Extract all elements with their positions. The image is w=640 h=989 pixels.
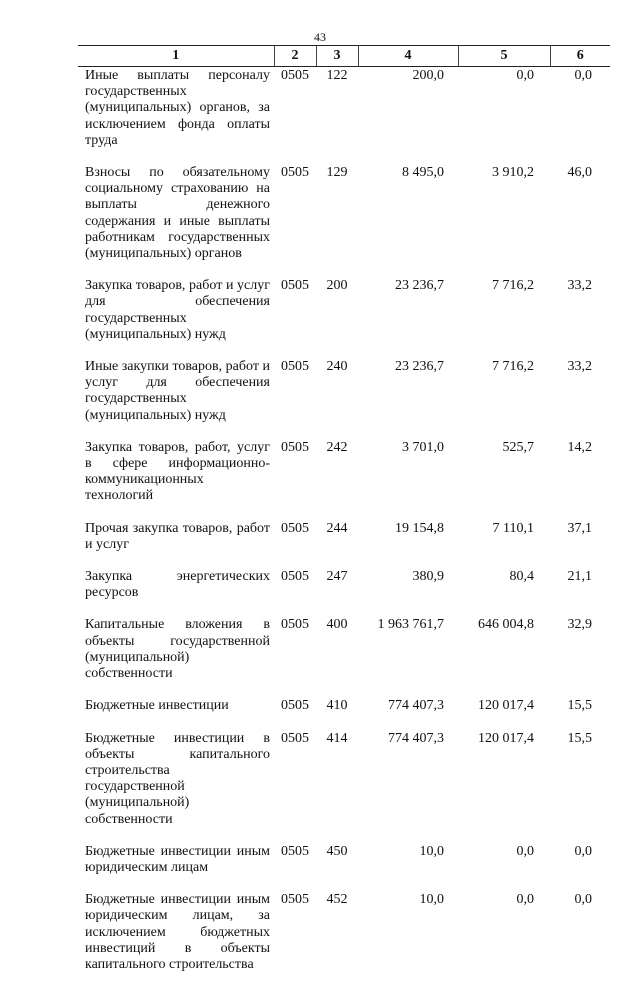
expense-type-cell: 122 [326,68,348,83]
row-name-cell: Прочая закупка товаров, работ и услуг [85,520,270,552]
row-name-cell: Бюджетные инвестиции иным юридическим лицам, за исключением бюджетных инвестиций в объекты капитального строительства [85,892,270,972]
planned-amount-cell: 200,0 [412,68,444,83]
actual-amount-cell: 525,7 [502,439,534,455]
section-code-cell: 0505 [281,520,309,536]
section-code-cell: 0505 [281,439,309,455]
expense-type-cell: 240 [326,359,348,375]
page-number: 43 [314,30,326,44]
section-code-cell: 0505 [281,698,309,714]
actual-amount-cell: 120 017,4 [478,698,534,714]
row-name-cell: Иные закупки товаров, работ и услуг для обеспечения государственных (муниципальных) нужд [85,359,270,423]
section-code-cell: 0505 [281,843,309,859]
row-name-cell: Закупка товаров, работ, услуг в сфере информационно-коммуникационных технологий [85,439,270,504]
section-code-cell: 0505 [281,892,309,908]
row-name-cell: Бюджетные инвестиции в объекты капитального строительства государственной (муниципальной) собственности [85,730,270,827]
table-row [78,521,610,569]
planned-amount-cell: 23 236,7 [395,278,444,294]
expense-type-cell: 400 [326,617,348,633]
expense-type-cell: 129 [326,165,348,181]
percent-cell: 46,0 [567,165,592,181]
planned-amount-cell: 774 407,3 [388,698,444,714]
percent-cell: 33,2 [567,278,592,294]
percent-cell: 15,5 [567,698,592,714]
planned-amount-cell: 8 495,0 [402,165,444,181]
row-name-cell: Капитальные вложения в объекты государственной (муниципальной) собственности [85,617,270,682]
actual-amount-cell: 3 910,2 [492,165,534,181]
expense-type-cell: 244 [326,520,348,536]
percent-cell: 15,5 [567,730,592,746]
actual-amount-cell: 646 004,8 [478,617,534,633]
section-code-cell: 0505 [281,617,309,633]
section-code-cell: 0505 [281,359,309,375]
actual-amount-cell: 0,0 [516,68,534,83]
table-row [78,278,610,359]
actual-amount-cell: 80,4 [509,569,534,585]
column-header: 1 [78,46,274,67]
section-code-cell: 0505 [281,569,309,585]
percent-cell: 0,0 [574,68,592,83]
row-name-cell: Иные выплаты персоналу государственных (муниципальных) органов, за исключением фонда оплаты труда [85,68,270,148]
planned-amount-cell: 10,0 [419,892,444,908]
expense-type-cell: 200 [326,278,348,294]
expense-type-cell: 410 [326,698,348,714]
row-name-cell: Закупка товаров, работ и услуг для обеспечения государственных (муниципальных) нужд [85,278,270,342]
expense-type-cell: 242 [326,439,348,455]
actual-amount-cell: 0,0 [516,892,534,908]
column-header: 6 [550,46,610,67]
percent-cell: 0,0 [574,892,592,908]
table-row [78,844,610,892]
percent-cell: 0,0 [574,843,592,859]
section-code-cell: 0505 [281,278,309,294]
planned-amount-cell: 23 236,7 [395,359,444,375]
percent-cell: 37,1 [567,520,592,536]
percent-cell: 32,9 [567,617,592,633]
expense-type-cell: 247 [326,569,348,585]
table-row [78,440,610,521]
section-code-cell: 0505 [281,165,309,181]
row-name-cell: Закупка энергетических ресурсов [85,569,270,601]
table-row [78,165,610,278]
expense-type-cell: 414 [326,730,348,746]
table-row [78,698,610,730]
column-header: 5 [458,46,550,67]
table-header-row [78,46,610,67]
planned-amount-cell: 774 407,3 [388,730,444,746]
table-row [78,359,610,440]
row-name-cell: Взносы по обязательному социальному страхованию на выплаты денежного содержания и иные выплаты работникам государственных (муниципальных) органов [85,165,270,262]
table-row [78,67,610,166]
percent-cell: 21,1 [567,569,592,585]
expense-type-cell: 452 [326,892,348,908]
planned-amount-cell: 380,9 [412,569,444,585]
planned-amount-cell: 1 963 761,7 [377,617,444,633]
section-code-cell: 0505 [281,730,309,746]
table-row [78,892,610,989]
budget-table [78,45,610,989]
column-header: 3 [316,46,358,67]
planned-amount-cell: 10,0 [419,843,444,859]
section-code-cell: 0505 [281,68,309,83]
expense-type-cell: 450 [326,843,348,859]
percent-cell: 14,2 [567,439,592,455]
row-name-cell: Бюджетные инвестиции иным юридическим лицам [85,843,270,875]
planned-amount-cell: 3 701,0 [402,439,444,455]
table-row [78,617,610,698]
actual-amount-cell: 7 716,2 [492,278,534,294]
actual-amount-cell: 7 716,2 [492,359,534,375]
actual-amount-cell: 7 110,1 [492,520,534,536]
actual-amount-cell: 120 017,4 [478,730,534,746]
row-name-cell: Бюджетные инвестиции [85,698,229,714]
actual-amount-cell: 0,0 [516,843,534,859]
percent-cell: 33,2 [567,359,592,375]
column-header: 2 [274,46,316,67]
table-row [78,569,610,617]
column-header: 4 [358,46,458,67]
table-row [78,731,610,844]
planned-amount-cell: 19 154,8 [395,520,444,536]
